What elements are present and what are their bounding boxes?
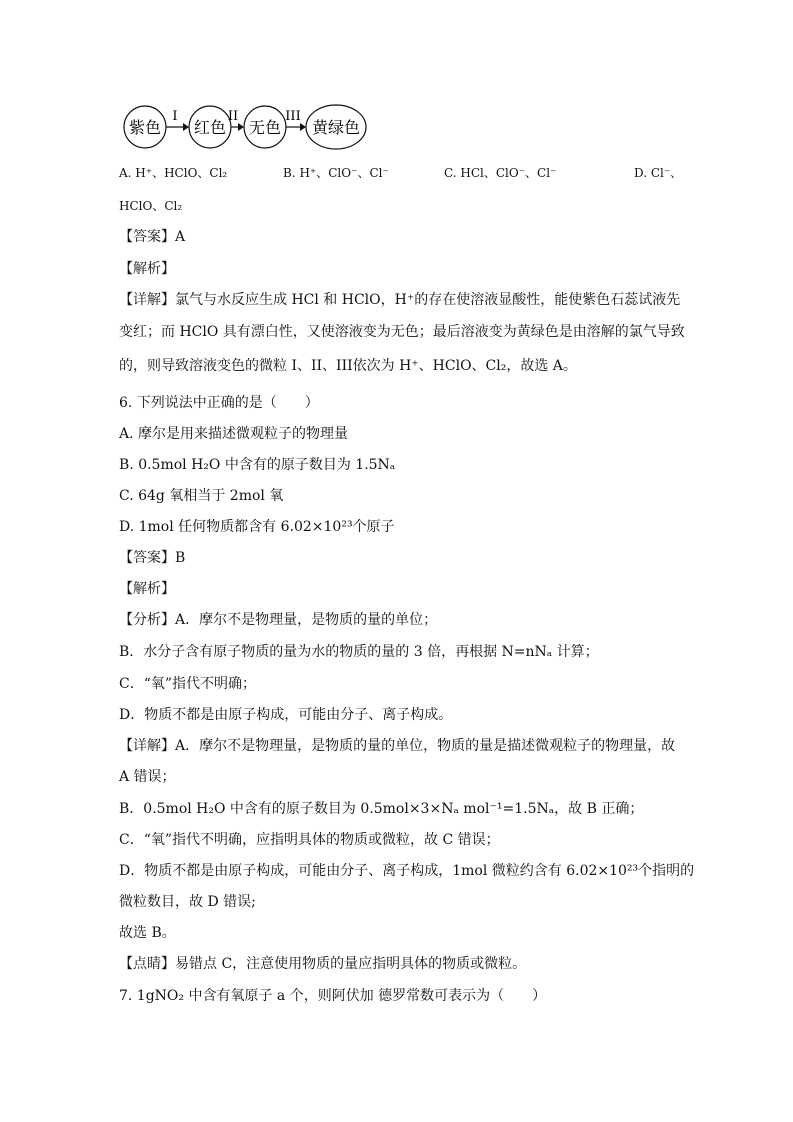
q6-stem: 6. 下列说法中正确的是（ ） bbox=[119, 395, 319, 411]
q5-option-d-continued: HClO、Cl₂ bbox=[119, 199, 183, 213]
q6-detail-line-2: A 错误； bbox=[119, 769, 176, 785]
q6-analysis-line-2: B．水分子含有原子物质的量为水的物质的量的 3 倍，再根据 N=nNₐ 计算； bbox=[119, 644, 599, 660]
flow-node-label: 黄绿色 bbox=[311, 118, 361, 137]
arrowhead-icon bbox=[183, 123, 189, 131]
q7-stem: 7. 1gNO₂ 中含有氧原子 a 个，则阿伏加 德罗常数可表示为（ ） bbox=[119, 988, 547, 1004]
q6-detail-line-7: 故选 B。 bbox=[119, 925, 176, 941]
q5-answer: 【答案】A bbox=[119, 229, 186, 245]
q6-analysis-line-4: D．物质不都是由原子构成，可能由分子、离子构成。 bbox=[119, 707, 453, 723]
arrowhead-icon bbox=[300, 123, 306, 131]
q6-detail-line-6: 微粒数目，故 D 错误; bbox=[119, 894, 256, 910]
q6-option-a: A. 摩尔是用来描述微观粒子的物理量 bbox=[119, 426, 349, 442]
q6-option-d: D. 1mol 任何物质都含有 6.02×10²³个原子 bbox=[119, 519, 395, 535]
q6-option-b: B. 0.5mol H₂O 中含有的原子数目为 1.5Nₐ bbox=[119, 457, 396, 473]
q5-options bbox=[119, 164, 683, 184]
q6-detail-line-4: C．“氧”指代不明确，应指明具体的物质或微粒，故 C 错误； bbox=[119, 832, 500, 848]
q6-analysis-heading: 【解析】 bbox=[119, 581, 175, 597]
q6-detail-line-3: B．0.5mol H₂O 中含有的原子数目为 0.5mol×3×Nₐ mol⁻¹=1.5Nₐ，故 B 正确； bbox=[119, 801, 644, 817]
color-change-diagram bbox=[120, 100, 380, 160]
q5-option-a: A. H⁺、HClO、Cl₂ bbox=[119, 166, 228, 180]
q5-option-c: C. HCl、ClO⁻、Cl⁻ bbox=[444, 166, 557, 180]
flow-step-label: III bbox=[285, 109, 301, 124]
flow-node-label: 紫色 bbox=[128, 118, 162, 137]
arrowhead-icon bbox=[238, 123, 244, 131]
flow-step-label: I bbox=[172, 109, 178, 124]
q6-analysis-line-3: C．“氧”指代不明确； bbox=[119, 676, 257, 692]
q5-analysis-heading: 【解析】 bbox=[119, 261, 175, 277]
q6-tip: 【点睛】易错点 C，注意使用物质的量应指明具体的物质或微粒。 bbox=[119, 956, 527, 972]
flow-step-label: II bbox=[227, 109, 239, 124]
flow-node-label: 红色 bbox=[193, 118, 227, 137]
q5-option-d: D. Cl⁻、 bbox=[634, 166, 683, 180]
q6-answer: 【答案】B bbox=[119, 550, 186, 566]
q6-analysis-line-1: 【分析】A．摩尔不是物理量，是物质的量的单位； bbox=[119, 612, 438, 628]
q6-option-c: C. 64g 氧相当于 2mol 氧 bbox=[119, 488, 284, 504]
q5-detail-line-3: 的，则导致溶液变色的微粒 I、II、III依次为 H⁺、HClO、Cl₂，故选 A。 bbox=[119, 358, 577, 374]
q5-detail-line-2: 变红；而 HClO 具有漂白性，又使溶液变为无色；最后溶液变为黄绿色是由溶解的氯气导致 bbox=[119, 324, 685, 340]
q5-option-b: B. H⁺、ClO⁻、Cl⁻ bbox=[283, 166, 389, 180]
q6-detail-line-1: 【详解】A．摩尔不是物理量，是物质的量的单位，物质的量是描述微观粒子的物理量，故 bbox=[119, 738, 676, 754]
q6-detail-line-5: D．物质不都是由原子构成，可能由分子、离子构成，1mol 微粒约含有 6.02×10²³个指明的 bbox=[119, 863, 695, 879]
flow-node-label: 无色 bbox=[248, 118, 282, 137]
q5-detail-line-1: 【详解】氯气与水反应生成 HCl 和 HClO，H⁺的存在使溶液显酸性，能使紫色石蕊试液先 bbox=[119, 292, 681, 308]
